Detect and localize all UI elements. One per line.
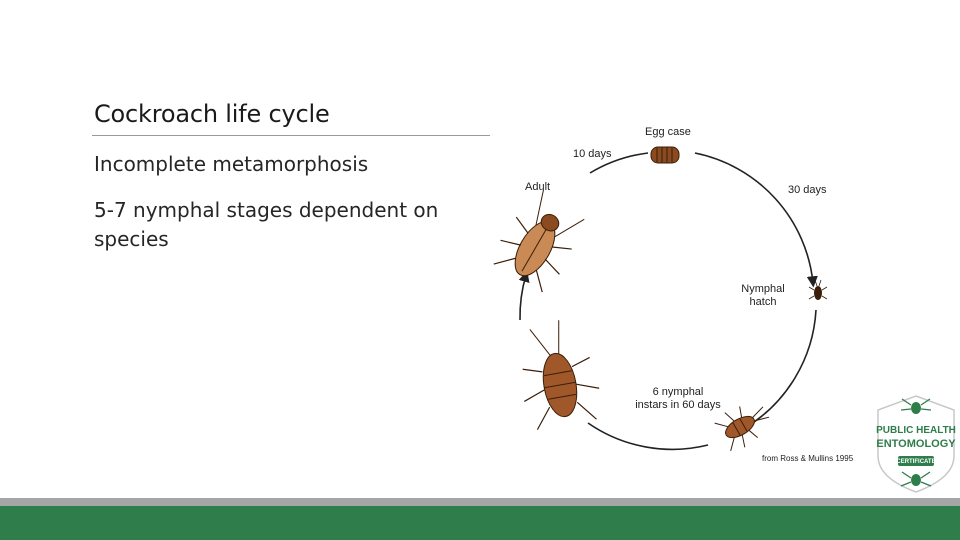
label-30-days: 30 days — [788, 184, 827, 196]
egg-case-icon — [651, 147, 679, 163]
young-nymph-icon — [713, 395, 776, 455]
label-nymphal-hatch: Nymphal hatch — [741, 283, 785, 308]
late-nymph-icon — [511, 315, 604, 431]
slide-title: Cockroach life cycle — [94, 100, 330, 128]
badge-line-certificate: CERTIFICATE — [896, 459, 936, 465]
adult-cockroach-icon — [489, 184, 592, 295]
title-underline — [92, 135, 490, 136]
label-adult: Adult — [525, 181, 551, 193]
footer-gray-band — [0, 498, 960, 506]
public-health-entomology-badge — [874, 394, 958, 494]
footer-green-band — [0, 506, 960, 540]
badge-line-public-health: PUBLIC HEALTH — [876, 425, 956, 436]
label-egg-case: Egg case — [645, 126, 691, 138]
cycle-arrow-hatch-to-instars — [745, 310, 816, 428]
label-credit: from Ross & Mullins 1995 — [762, 454, 854, 463]
label-nymphal-instars: 6 nymphal instars in 60 days — [635, 386, 721, 411]
label-10-days: 10 days — [573, 148, 612, 160]
cycle-arrow-instars-to-nymph — [588, 423, 708, 449]
hatchling-icon — [809, 280, 827, 300]
cycle-arrow-egg-to-hatch — [695, 153, 813, 283]
badge-line-entomology: ENTOMOLOGY — [876, 438, 956, 450]
cycle-arrow-nymph-to-adult — [520, 275, 526, 320]
life-cycle-diagram — [490, 115, 870, 470]
bullet-nymphal-stages: 5-7 nymphal stages dependent on species — [94, 198, 439, 251]
bullet-incomplete-metamorphosis: Incomplete metamorphosis — [94, 152, 369, 176]
